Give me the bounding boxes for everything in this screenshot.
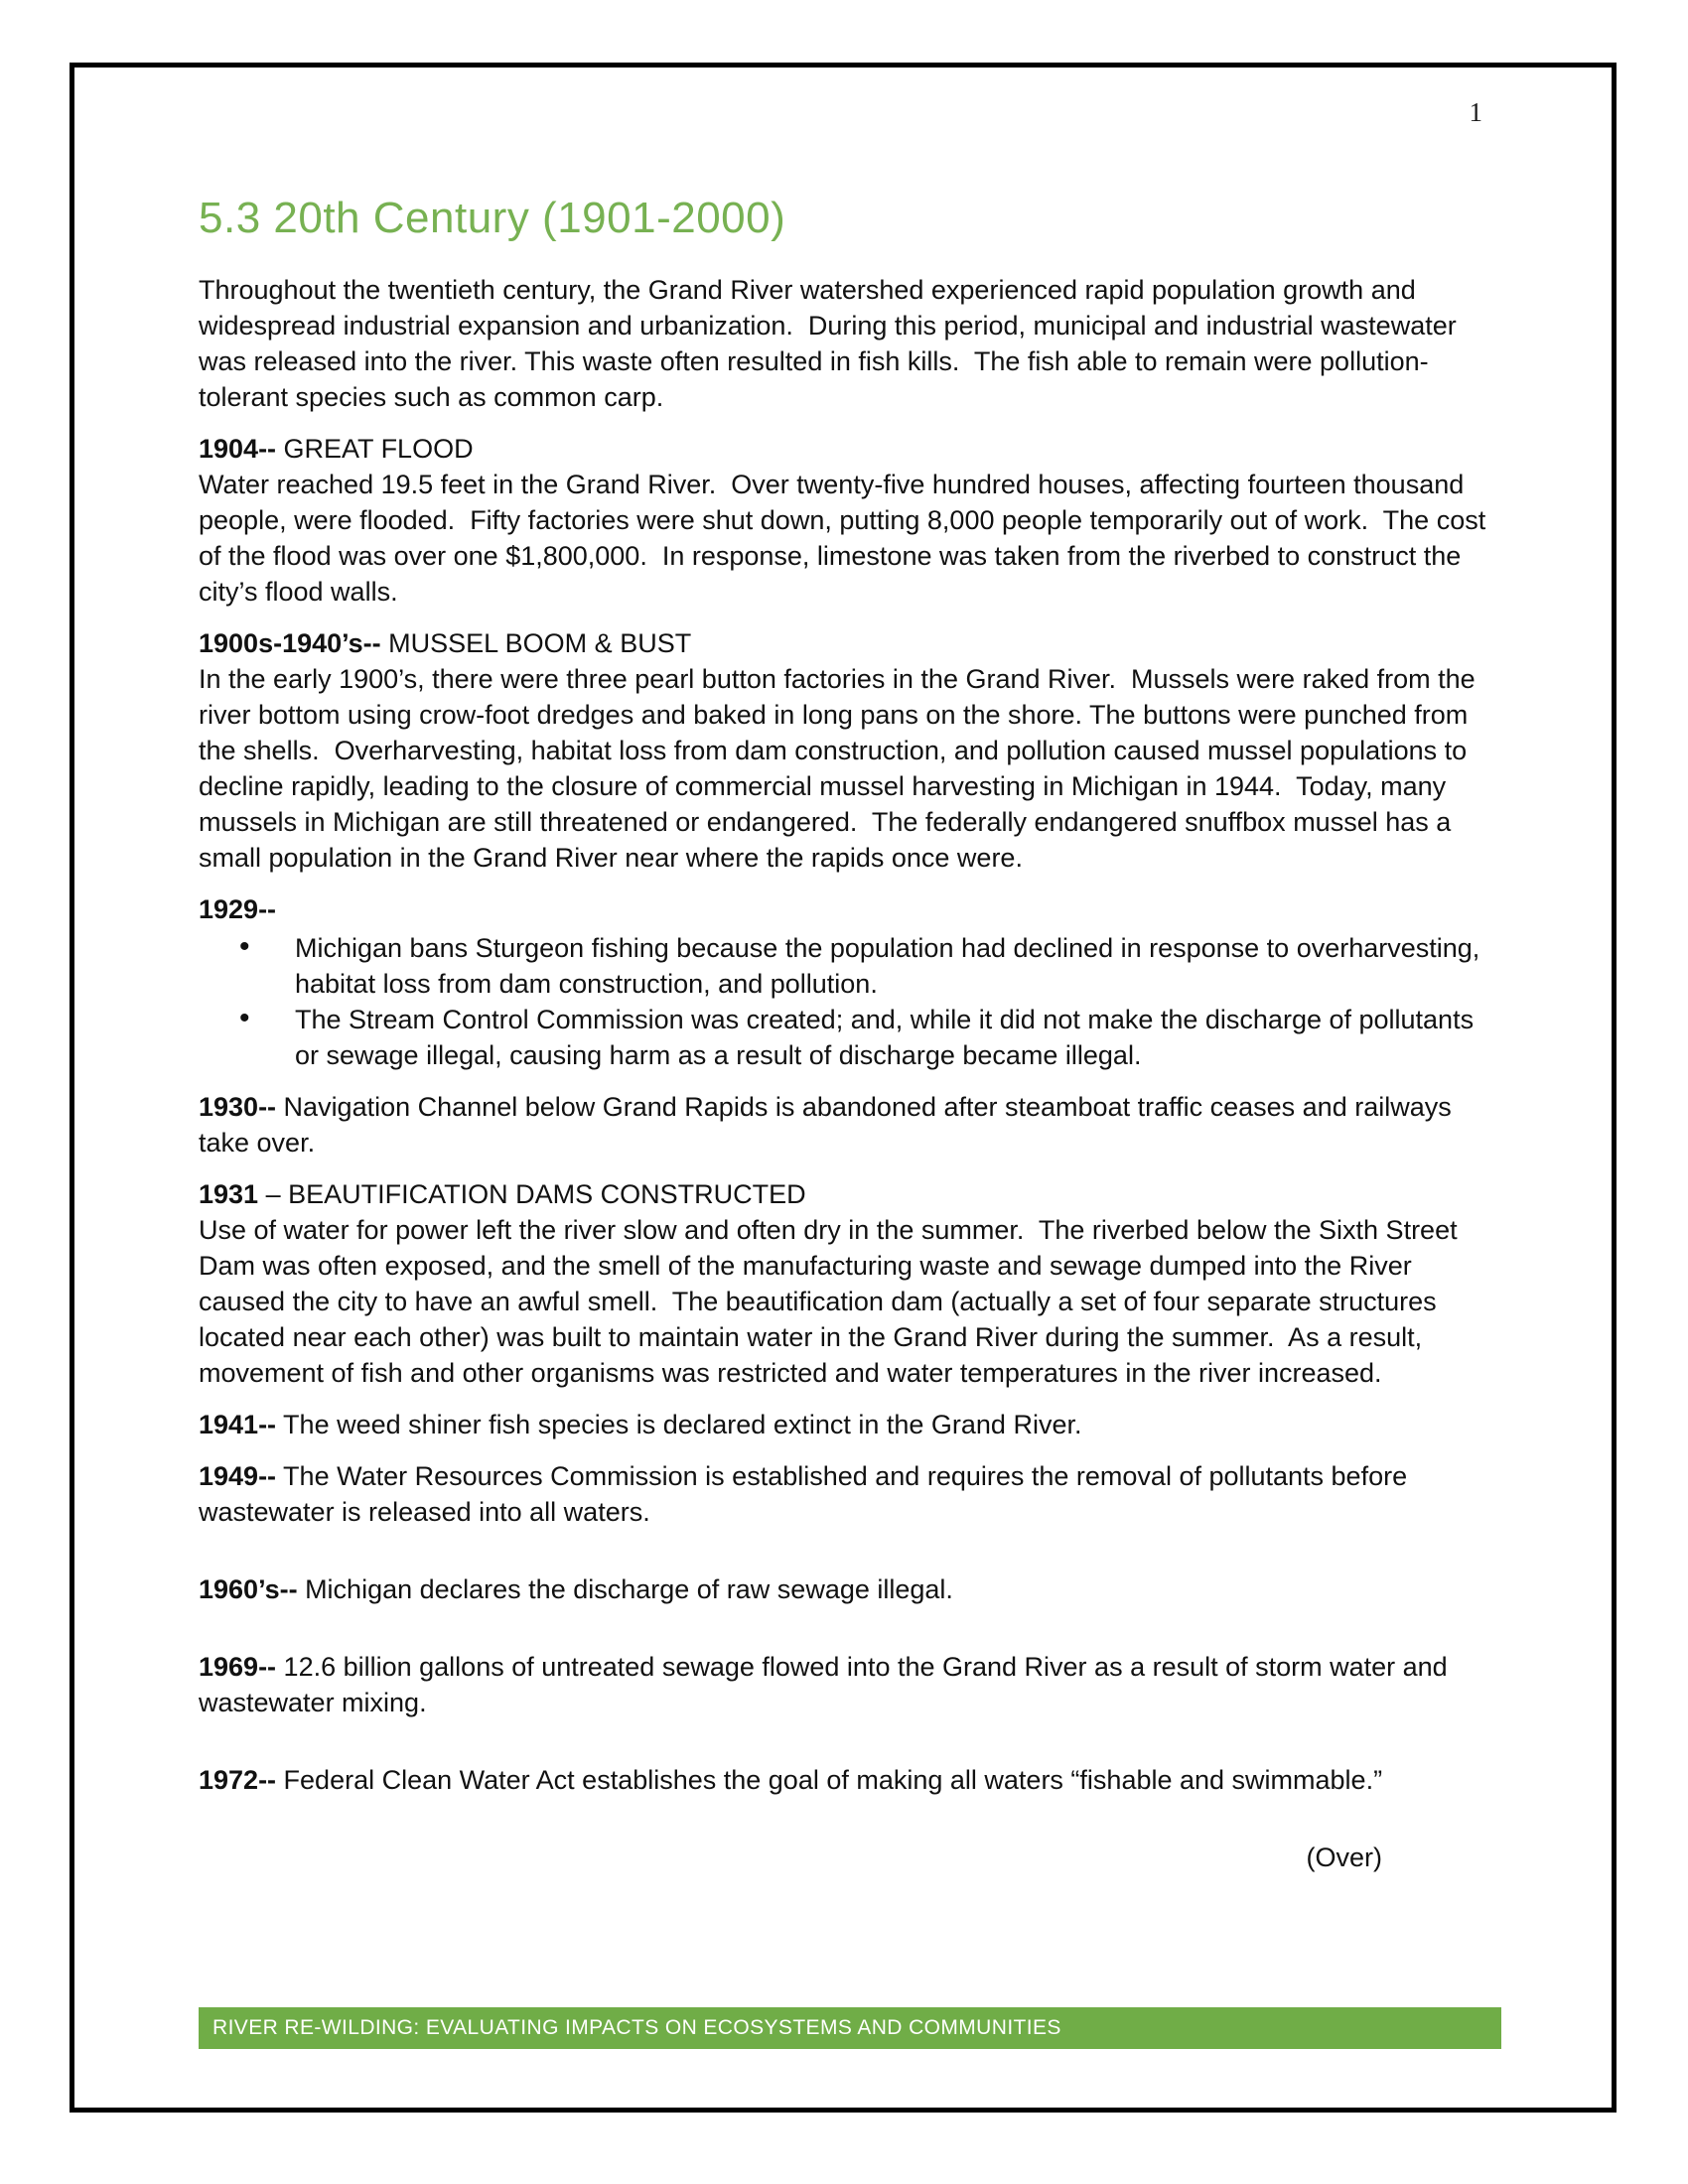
footer-bar <box>199 2007 1501 2049</box>
timeline-section <box>199 1649 1501 1720</box>
section-year: 1900s-1940’s-- <box>199 627 381 658</box>
section-heading-line <box>199 1762 1501 1798</box>
section-heading-line <box>199 625 1501 661</box>
section-year: 1931 <box>199 1178 259 1209</box>
section-text: Federal Clean Water Act establishes the goal of making all waters “fishable and swimmable.” <box>276 1764 1383 1795</box>
page-content <box>199 194 1501 1875</box>
sections <box>199 431 1501 1798</box>
page-title: 5.3 20th Century (1901-2000) <box>199 194 786 242</box>
section-year: 1960’s-- <box>199 1573 298 1604</box>
section-text: The weed shiner fish species is declared extinct in the Grand River. <box>276 1409 1082 1439</box>
section-heading-line <box>199 1649 1501 1720</box>
section-year: 1972-- <box>199 1764 277 1795</box>
bullet-item: • The Stream Control Commission was created; and, while it did not make the discharge of pollutants or sewage illegal, causing harm as a result of discharge became illegal. <box>295 1002 1501 1073</box>
page-border <box>70 63 1617 2113</box>
section-text: Navigation Channel below Grand Rapids is abandoned after steamboat traffic ceases and railways take over. <box>199 1091 1460 1158</box>
section-heading-line <box>199 891 1501 927</box>
intro-paragraph: Throughout the twentieth century, the Grand River watershed experienced rapid population growth and widespread industrial expansion and urbanization. During this period, municipal and industrial wastewater was released into the river. This waste often resulted in fish kills. The fish able to remain were pollution-tolerant species such as common carp. <box>199 274 1465 412</box>
section-title: MUSSEL BOOM & BUST <box>380 627 692 658</box>
section-year: 1930-- <box>199 1091 277 1122</box>
section-heading-line <box>199 1458 1501 1530</box>
section-heading-line <box>199 1089 1501 1160</box>
section-body: Water reached 19.5 feet in the Grand River. Over twenty-five hundred houses, affecting fourteen thousand people, were flooded. Fifty factories were shut down, putting 8,000 people temporarily out of work. The cost of the flood was over one $1,800,000. In response, limestone was taken from the riverbed to construct the city’s flood walls. <box>199 469 1493 607</box>
section-year: 1904-- <box>199 433 277 464</box>
over-label: (Over) <box>1306 1842 1382 1872</box>
timeline-section <box>199 431 1501 610</box>
timeline-section <box>199 891 1501 1073</box>
bullet-item: • Michigan bans Sturgeon fishing because the population had declined in response to overharvesting, habitat loss from dam construction, and pollution. <box>295 930 1501 1002</box>
section-title: GREAT FLOOD <box>276 433 474 464</box>
section-heading-line <box>199 1571 1501 1607</box>
timeline-section <box>199 1762 1501 1798</box>
footer-text: RIVER RE-WILDING: EVALUATING IMPACTS ON ECOSYSTEMS AND COMMUNITIES <box>212 2016 1061 2039</box>
timeline-section <box>199 1176 1501 1391</box>
section-year: 1929-- <box>199 893 277 924</box>
section-bullets <box>199 930 1501 1073</box>
section-body: In the early 1900’s, there were three pearl button factories in the Grand River. Mussels were raked from the river bottom using crow-foot dredges and baked in long pans on the shore. The buttons were punched from the shells. Overharvesting, habitat loss from dam construction, and pollution caused mussel populations to decline rapidly, leading to the closure of commercial mussel harvesting in Michigan in 1944. Today, many mussels in Michigan are still threatened or endangered. The federally endangered snuffbox mussel has a small population in the Grand River near where the rapids once were. <box>199 663 1483 873</box>
timeline-section <box>199 1571 1501 1607</box>
section-year: 1941-- <box>199 1409 277 1439</box>
section-heading-line <box>199 431 1501 467</box>
section-text: The Water Resources Commission is established and requires the removal of pollutants before wastewater is released into all waters. <box>199 1460 1415 1527</box>
section-year: 1949-- <box>199 1460 277 1491</box>
section-heading-line <box>199 1176 1501 1212</box>
section-heading-line <box>199 1407 1501 1442</box>
section-year: 1969-- <box>199 1651 277 1682</box>
timeline-section <box>199 625 1501 876</box>
timeline-section <box>199 1458 1501 1530</box>
section-text: 12.6 billion gallons of untreated sewage flowed into the Grand River as a result of storm water and wastewater mixing. <box>199 1651 1456 1717</box>
timeline-section <box>199 1407 1501 1442</box>
section-text: Michigan declares the discharge of raw sewage illegal. <box>297 1573 953 1604</box>
section-body: Use of water for power left the river slow and often dry in the summer. The riverbed below the Sixth Street Dam was often exposed, and the smell of the manufacturing waste and sewage dumped into the River caused the city to have an awful smell. The beautification dam (actually a set of four separate structures located near each other) was built to maintain water in the Grand River during the summer. As a result, movement of fish and other organisms was restricted and water temperatures in the river increased. <box>199 1214 1466 1388</box>
section-title: – BEAUTIFICATION DAMS CONSTRUCTED <box>258 1178 806 1209</box>
page-number: 1 <box>1469 97 1482 127</box>
timeline-section <box>199 1089 1501 1160</box>
